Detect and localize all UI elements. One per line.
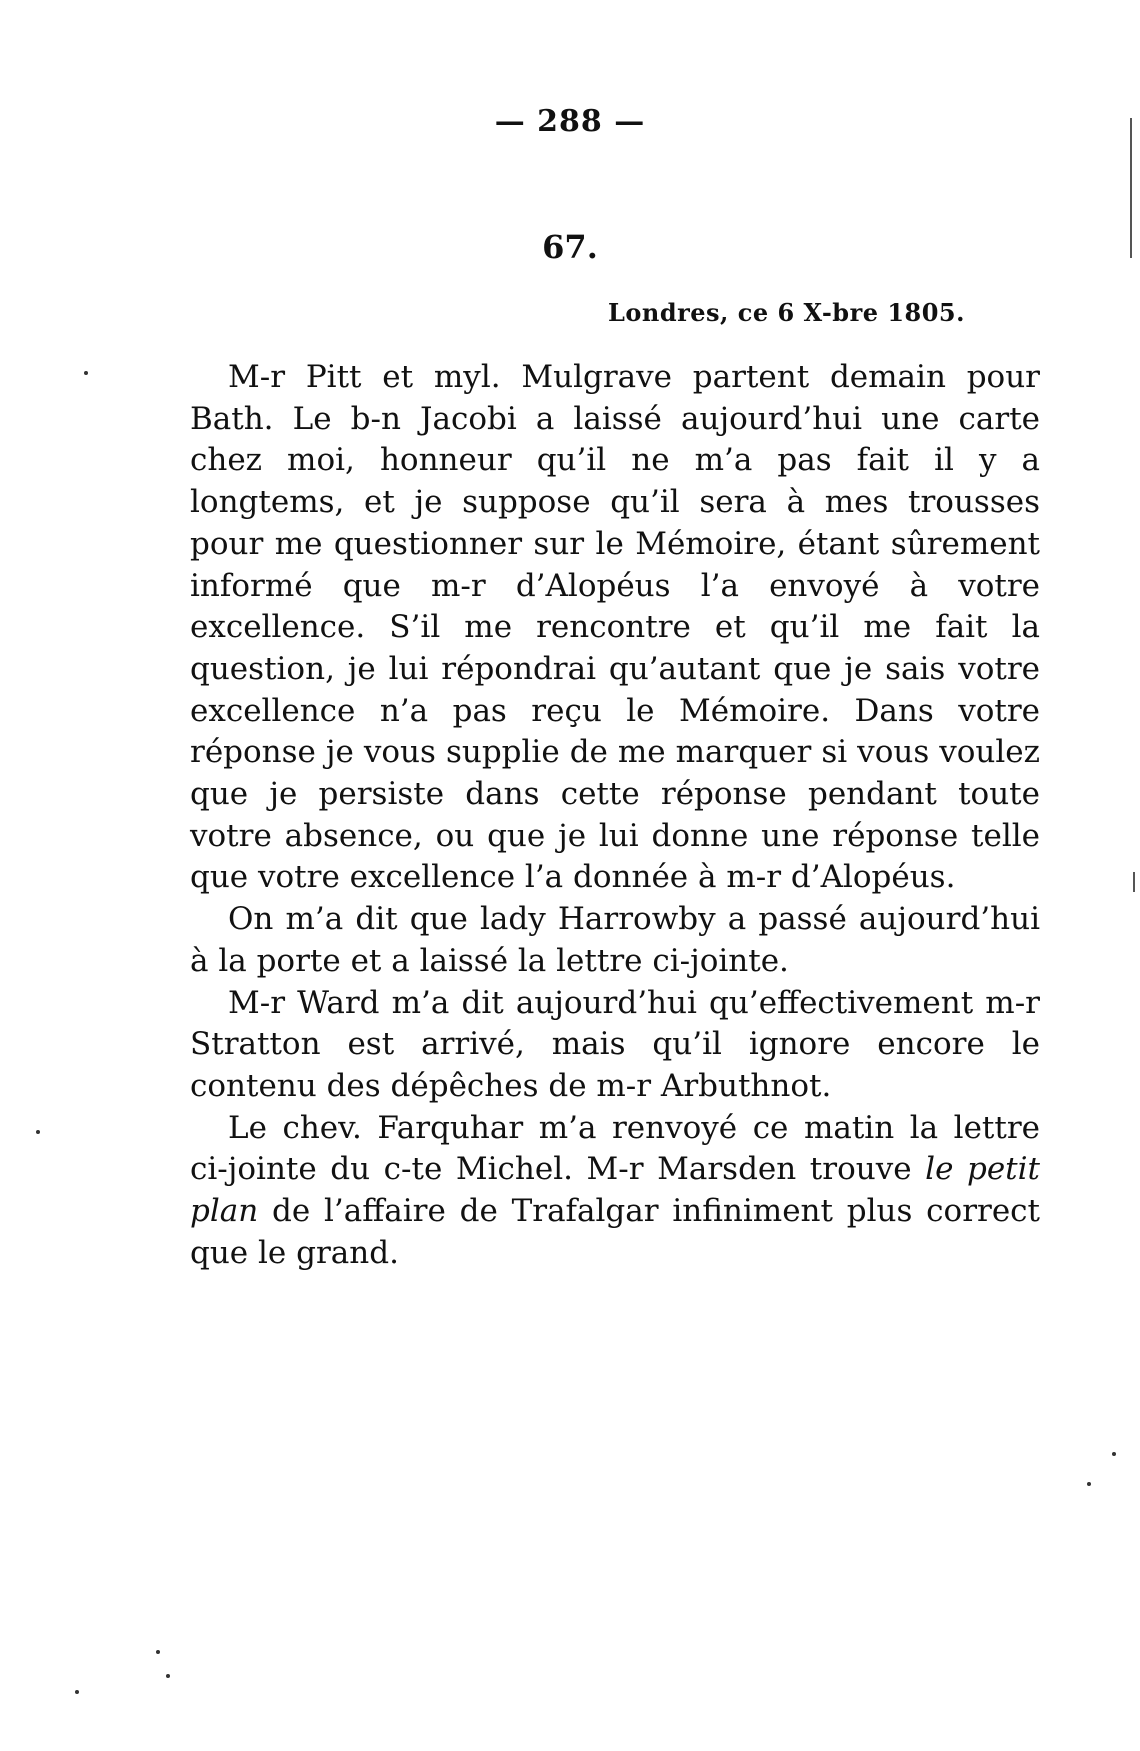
dateline: Londres, ce 6 X-bre 1805. <box>608 298 965 327</box>
paragraph-2: On m’a dit que lady Harrowby a passé aujourd’hui à la porte et a laissé la lettre ci-jointe. <box>190 901 1040 979</box>
scan-edge-line-top <box>1130 118 1132 258</box>
scan-speck <box>36 1130 40 1134</box>
italic-phrase: le petit plan <box>190 1151 1041 1230</box>
paragraph-4-start: Le chev. Farquhar m’a renvoyé ce matin la lettre ci-jointe du c-te Michel. M-r Marsden trouve <box>190 1109 1040 1188</box>
scan-speck <box>1112 1452 1116 1456</box>
scan-speck <box>156 1650 160 1654</box>
paragraph-1: M-r Pitt et myl. Mulgrave partent demain pour Bath. Le b-n Jacobi a laissé aujourd’hui une carte chez moi, honneur qu’il ne m’a pas fait il y a longtems, et je suppose qu’il sera à mes trousses pour me questionner sur le Mémoire, étant sûrement informé que m-r d’Alopéus l’a envoyé à votre excellence. S’il me rencontre et qu’il me fait la question, je lui répondrai qu’autant que je sais votre excellence n’a pas reçu le Mémoire. Dans votre réponse je vous supplie de me marquer si vous voulez que je persiste dans cette réponse pendant toute votre absence, ou que je lui donne une réponse telle que votre excellence l’a donnée à m-r d’Alopéus. <box>190 359 1040 896</box>
scan-speck <box>75 1690 79 1694</box>
letter-number: 67. <box>542 228 598 266</box>
scan-speck <box>1087 1482 1091 1486</box>
paragraph-4 <box>190 1108 1040 1275</box>
letter-body <box>190 357 1040 1274</box>
paragraph-4-end: de l’affaire de Trafalgar infiniment plus correct que le grand. <box>190 1193 1040 1271</box>
paragraph-3: M-r Ward m’a dit aujourd’hui qu’effectivement m-r Stratton est arrivé, mais qu’il ignore encore le contenu des dépêches de m-r Arbuthnot. <box>190 984 1040 1104</box>
scan-edge-line-middle <box>1133 872 1135 892</box>
page-number: — 288 — <box>494 104 646 139</box>
scan-speck <box>166 1674 170 1678</box>
scan-speck <box>84 371 88 375</box>
